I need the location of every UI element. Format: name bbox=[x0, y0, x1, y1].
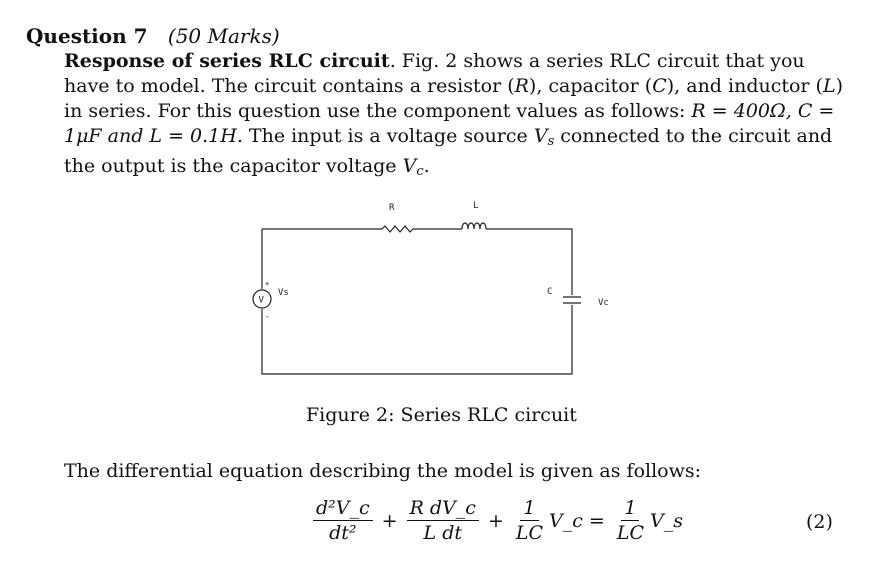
resistor-symbol bbox=[382, 226, 413, 232]
plus-sign: + bbox=[487, 509, 504, 532]
var-vs-sub: s bbox=[547, 134, 555, 149]
source-symbol-label: V bbox=[258, 295, 264, 306]
circuit-label-l: L bbox=[473, 201, 479, 211]
frac-denominator: L dt bbox=[423, 522, 462, 544]
term-second-derivative bbox=[313, 497, 373, 544]
var-vs: V_s bbox=[649, 509, 683, 532]
var-l: L bbox=[822, 75, 836, 97]
paragraph-text: . The input is a voltage source bbox=[236, 125, 534, 147]
term-one-over-lc bbox=[513, 497, 546, 544]
component-values: R = 400Ω, C = 1μF and L = 0.1H bbox=[64, 100, 835, 147]
figure-caption: Figure 2: Series RLC circuit bbox=[306, 404, 577, 426]
equation-intro: The differential equation describing the model is given as follows: bbox=[64, 460, 702, 482]
circuit-label-vc: Vc bbox=[598, 298, 609, 308]
capacitor-symbol bbox=[563, 297, 581, 303]
question-marks: (50 Marks) bbox=[167, 24, 280, 48]
paragraph-text: ), capacitor ( bbox=[528, 75, 653, 97]
frac-denominator: dt² bbox=[329, 522, 357, 544]
source-plus: + bbox=[265, 280, 270, 288]
source-minus: - bbox=[265, 312, 270, 321]
circuit-label-r: R bbox=[389, 203, 395, 213]
circuit-label-c: C bbox=[547, 287, 553, 297]
rlc-circuit-diagram bbox=[240, 195, 640, 385]
equation-number: (2) bbox=[806, 511, 833, 533]
equals-sign: = bbox=[588, 509, 605, 532]
question-number: Question 7 bbox=[26, 24, 148, 48]
frac-numerator: d²V_c bbox=[313, 497, 373, 521]
paragraph-text: connected to the circuit and the output is the capacitor voltage bbox=[64, 125, 833, 177]
var-vs: V bbox=[533, 125, 548, 147]
circuit-label-vs: Vs bbox=[278, 288, 289, 298]
wire bbox=[486, 229, 572, 295]
var-c: C bbox=[652, 75, 667, 97]
term-first-derivative bbox=[407, 497, 479, 544]
differential-equation bbox=[310, 497, 683, 544]
plus-sign: + bbox=[381, 509, 398, 532]
var-vc: V bbox=[402, 155, 417, 177]
frac-denominator: LC bbox=[616, 522, 644, 544]
frac-numerator: 1 bbox=[621, 497, 639, 521]
paragraph-text: . bbox=[423, 155, 430, 177]
paragraph-text: ) in series. For this question use the component values as follows: bbox=[64, 75, 844, 122]
paragraph-text: . Fig. 2 shows a series RLC circuit that you have to model. The circuit contains a resistor ( bbox=[64, 50, 805, 97]
question-header bbox=[26, 24, 280, 48]
frac-numerator: R dV_c bbox=[407, 497, 479, 521]
paragraph-text: ), and inductor ( bbox=[666, 75, 823, 97]
inductor-symbol bbox=[462, 223, 486, 229]
var-vc-sub: c bbox=[416, 164, 424, 179]
question-paragraph bbox=[64, 49, 854, 184]
paragraph-title: Response of series RLC circuit bbox=[64, 50, 390, 72]
var-vc: V_c bbox=[549, 509, 583, 532]
frac-denominator: LC bbox=[515, 522, 544, 544]
term-one-over-lc-rhs bbox=[614, 497, 647, 544]
frac-numerator: 1 bbox=[520, 497, 538, 521]
var-r: R bbox=[514, 75, 529, 97]
wire bbox=[262, 305, 572, 374]
